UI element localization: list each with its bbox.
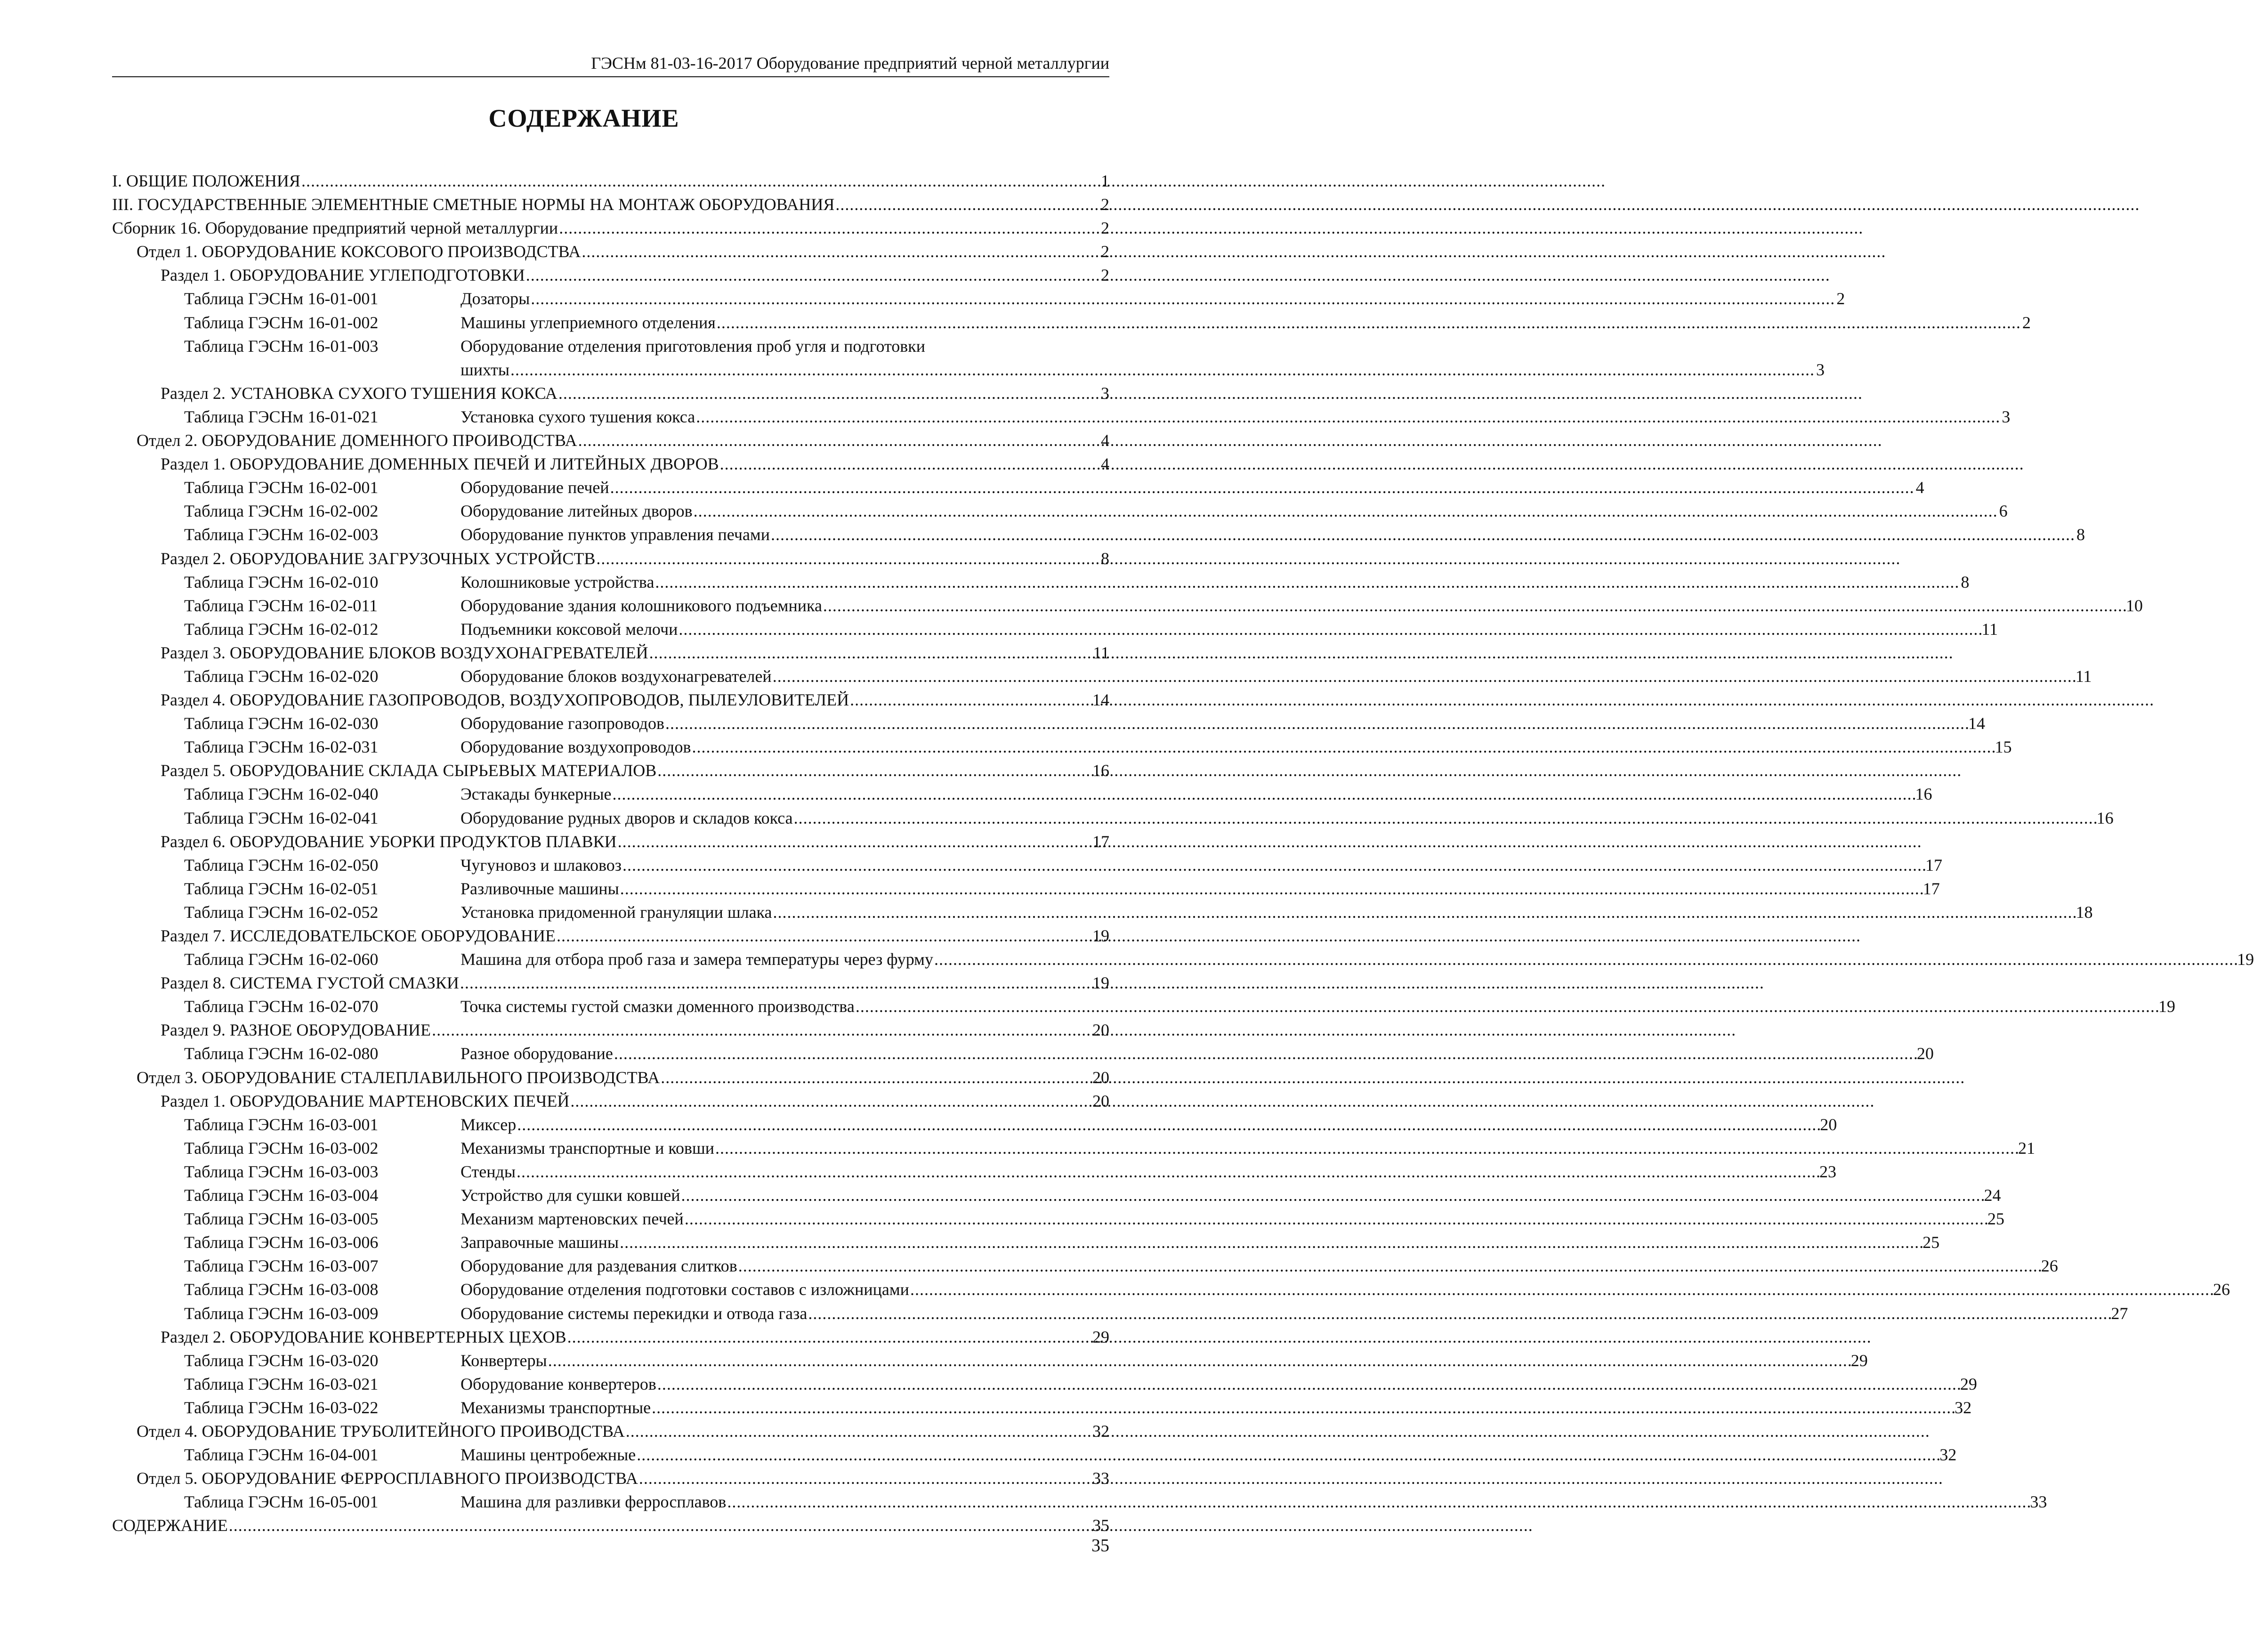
toc-table-code: Таблица ГЭСНм 16-03-004 bbox=[184, 1186, 379, 1205]
toc-entry-title: Раздел 6. ОБОРУДОВАНИЕ УБОРКИ ПРОДУКТОВ ПЛАВКИ bbox=[161, 832, 617, 851]
toc-page-number: 3 bbox=[2002, 407, 2011, 426]
toc-entry-title: Оборудование литейных дворов bbox=[460, 502, 693, 521]
toc-page-number: 16 bbox=[1915, 785, 1932, 804]
toc-entry[interactable] bbox=[112, 664, 2092, 688]
dot-leader bbox=[618, 830, 1091, 853]
toc-entry-title: Раздел 2. ОБОРУДОВАНИЕ КОНВЕРТЕРНЫХ ЦЕХОВ bbox=[161, 1327, 566, 1346]
toc-entry-title: Оборудование отделения приготовления проб угля и подготовки bbox=[460, 336, 926, 356]
toc-table-code: Таблица ГЭСНм 16-02-031 bbox=[184, 737, 379, 757]
toc-page-number: 17 bbox=[1923, 879, 1940, 898]
toc-table-code: Таблица ГЭСНм 16-02-020 bbox=[184, 666, 379, 686]
toc-entry-title: Оборудование конвертеров bbox=[460, 1374, 656, 1393]
toc-entry[interactable] bbox=[112, 759, 1109, 782]
toc-page-number: 19 bbox=[2237, 950, 2254, 969]
dot-leader bbox=[738, 1254, 2040, 1278]
toc-page-number: 32 bbox=[1939, 1445, 1957, 1465]
toc-entry[interactable] bbox=[112, 995, 2175, 1018]
dot-leader bbox=[639, 1466, 1091, 1490]
toc-entry[interactable] bbox=[112, 1302, 2128, 1325]
toc-page-number: 4 bbox=[1101, 431, 1109, 450]
toc-page-number: 29 bbox=[1850, 1351, 1868, 1370]
toc-table-code: Таблица ГЭСНм 16-02-002 bbox=[184, 502, 379, 521]
dot-leader bbox=[596, 547, 1097, 570]
toc-page-number: 11 bbox=[1093, 643, 1109, 662]
toc-entry[interactable] bbox=[112, 1372, 1977, 1396]
toc-page-number: 24 bbox=[1984, 1186, 2001, 1205]
toc-page-number: 2 bbox=[1101, 195, 1109, 214]
toc-entry-title: Оборудование отделения подготовки составов с изложницами bbox=[460, 1280, 909, 1299]
toc-entry-title: Раздел 1. ОБОРУДОВАНИЕ ДОМЕННЫХ ПЕЧЕЙ И ЛИТЕЙНЫХ ДВОРОВ bbox=[161, 454, 719, 474]
toc-page-number: 29 bbox=[1092, 1327, 1109, 1346]
toc-entry-title: Установка сухого тушения кокса bbox=[460, 407, 695, 426]
toc-table-code: Таблица ГЭСНм 16-03-021 bbox=[184, 1374, 379, 1393]
toc-entry[interactable] bbox=[112, 240, 1109, 263]
toc-table-code: Таблица ГЭСНм 16-02-011 bbox=[184, 596, 378, 615]
dot-leader bbox=[557, 924, 1091, 947]
toc-page-number: 16 bbox=[2096, 808, 2114, 827]
toc-entry[interactable] bbox=[112, 570, 1970, 594]
toc-table-code: Таблица ГЭСНм 16-03-009 bbox=[184, 1304, 379, 1323]
toc-entry-title: Машины углеприемного отделения bbox=[460, 313, 716, 332]
toc-table-code: Таблица ГЭСНм 16-03-003 bbox=[184, 1162, 379, 1181]
dot-leader bbox=[570, 1089, 1091, 1113]
toc-entry[interactable] bbox=[112, 1443, 1957, 1466]
toc-table-code: Таблица ГЭСНм 16-05-001 bbox=[184, 1492, 379, 1512]
toc-page-number: 29 bbox=[1960, 1374, 1977, 1393]
page-number: 35 bbox=[1091, 1536, 1109, 1555]
dot-leader bbox=[657, 759, 1091, 782]
toc-entry[interactable] bbox=[112, 1089, 1109, 1113]
toc-entry[interactable] bbox=[112, 1254, 2058, 1278]
page-title: СОДЕРЖАНИЕ bbox=[488, 104, 679, 132]
toc-entry[interactable] bbox=[112, 1160, 1837, 1183]
dot-leader bbox=[679, 617, 1980, 641]
toc-entry-title: Оборудование печей bbox=[460, 478, 609, 497]
toc-entry[interactable] bbox=[112, 1231, 1940, 1254]
toc-table-code: Таблица ГЭСНм 16-03-022 bbox=[184, 1398, 379, 1417]
toc-entry[interactable] bbox=[112, 311, 2031, 334]
toc-entry[interactable] bbox=[112, 712, 1985, 735]
dot-leader bbox=[578, 429, 1097, 452]
dot-leader bbox=[823, 594, 2125, 617]
toc-entry-title: Раздел 4. ОБОРУДОВАНИЕ ГАЗОПРОВОДОВ, ВОЗДУХОПРОВОДОВ, ПЫЛЕУЛОВИТЕЛЕЙ bbox=[161, 690, 849, 710]
toc-entry-title: Разное оборудование bbox=[460, 1044, 613, 1063]
toc-page-number: 19 bbox=[2158, 997, 2175, 1016]
toc-page-number: 32 bbox=[1955, 1398, 1972, 1417]
dot-leader bbox=[910, 1278, 2212, 1301]
toc-page-number: 4 bbox=[1101, 454, 1109, 474]
toc-entry[interactable] bbox=[112, 782, 1932, 806]
toc-entry[interactable] bbox=[112, 1490, 2047, 1514]
toc-page-number: 8 bbox=[2076, 525, 2085, 544]
toc-entry-title: Оборудование здания колошникового подъемника bbox=[460, 596, 822, 615]
toc-page-number: 23 bbox=[1819, 1162, 1837, 1181]
toc-page-number: 32 bbox=[1092, 1421, 1109, 1441]
toc-entry[interactable] bbox=[112, 924, 1109, 947]
dot-leader bbox=[531, 287, 1833, 310]
dot-leader bbox=[517, 1160, 1818, 1183]
toc-page-number: 26 bbox=[2041, 1256, 2058, 1276]
toc-table-code: Таблица ГЭСНм 16-01-003 bbox=[184, 336, 379, 356]
toc-entry-title: Оборудование газопроводов bbox=[460, 714, 664, 733]
dot-leader bbox=[567, 1325, 1091, 1349]
toc-table-code: Таблица ГЭСНм 16-01-002 bbox=[184, 313, 379, 332]
toc-page-number: 8 bbox=[1101, 549, 1109, 568]
toc-entry-title: Механизм мартеновских печей bbox=[460, 1209, 684, 1229]
toc-table-code: Таблица ГЭСНм 16-03-007 bbox=[184, 1256, 379, 1276]
toc-page-number: 2 bbox=[2022, 313, 2031, 332]
toc-entry[interactable] bbox=[112, 193, 1109, 216]
dot-leader bbox=[794, 806, 2096, 830]
toc-page-number: 21 bbox=[2018, 1138, 2036, 1158]
dot-leader bbox=[934, 947, 2236, 971]
toc-page-number: 11 bbox=[2075, 666, 2092, 686]
toc-table-code: Таблица ГЭСНм 16-02-001 bbox=[184, 478, 379, 497]
dot-leader bbox=[637, 1443, 1939, 1466]
dot-leader bbox=[681, 1183, 1983, 1207]
toc-entry[interactable] bbox=[112, 594, 2143, 617]
toc-entry[interactable] bbox=[112, 971, 1109, 995]
toc-page-number: 4 bbox=[1915, 478, 1924, 497]
toc-page-number: 6 bbox=[1999, 502, 2008, 521]
toc-entry-title: Точка системы густой смазки доменного производства bbox=[460, 997, 855, 1016]
toc-page-number: 1 bbox=[1101, 171, 1109, 190]
toc-entry[interactable] bbox=[112, 263, 1109, 287]
toc-entry-title: СОДЕРЖАНИЕ bbox=[112, 1516, 228, 1535]
toc-entry[interactable] bbox=[112, 1113, 1837, 1136]
toc-entry[interactable] bbox=[112, 499, 2008, 523]
toc-entry-title: Механизмы транспортные bbox=[460, 1398, 651, 1417]
toc-entry[interactable] bbox=[112, 1419, 1109, 1443]
toc-page-number: 11 bbox=[1981, 619, 1998, 639]
dot-leader bbox=[773, 664, 2075, 688]
toc-table-code: Таблица ГЭСНм 16-01-001 bbox=[184, 289, 379, 308]
toc-entry[interactable] bbox=[112, 287, 1845, 310]
toc-entry[interactable] bbox=[112, 877, 1940, 900]
toc-page-number: 26 bbox=[2213, 1280, 2230, 1299]
table-of-contents bbox=[112, 169, 2254, 1537]
toc-entry-title: Отдел 2. ОБОРУДОВАНИЕ ДОМЕННОГО ПРОИВОДСТВА bbox=[137, 431, 577, 450]
toc-page-number: 3 bbox=[1101, 383, 1109, 403]
dot-leader bbox=[517, 1113, 1819, 1136]
toc-page-number: 27 bbox=[2111, 1304, 2128, 1323]
toc-page-number: 2 bbox=[1836, 289, 1845, 308]
toc-page-number: 35 bbox=[1092, 1516, 1109, 1535]
toc-entry-title: Раздел 1. ОБОРУДОВАНИЕ УГЛЕПОДГОТОВКИ bbox=[161, 266, 525, 285]
toc-page-number: 20 bbox=[1092, 1020, 1109, 1040]
toc-entry-title: Сборник 16. Оборудование предприятий черной металлургии bbox=[112, 219, 558, 238]
toc-page-number: 33 bbox=[2030, 1492, 2047, 1512]
toc-entry[interactable] bbox=[112, 1325, 1109, 1349]
dot-leader bbox=[773, 900, 2075, 924]
toc-entry-title: Машина для отбора проб газа и замера температуры через фурму bbox=[460, 950, 933, 969]
toc-table-code: Таблица ГЭСНм 16-03-008 bbox=[184, 1280, 379, 1299]
dot-leader bbox=[715, 1136, 2017, 1160]
toc-page-number: 14 bbox=[1968, 714, 1985, 733]
toc-entry[interactable] bbox=[112, 617, 1998, 641]
toc-entry[interactable] bbox=[112, 1183, 2001, 1207]
toc-entry-title: Раздел 2. УСТАНОВКА СУХОГО ТУШЕНИЯ КОКСА bbox=[161, 383, 557, 403]
toc-entry-title: Конвертеры bbox=[460, 1351, 547, 1370]
toc-entry[interactable] bbox=[112, 641, 1109, 664]
toc-entry-title: Механизмы транспортные и ковши bbox=[460, 1138, 715, 1158]
toc-entry-title: Отдел 4. ОБОРУДОВАНИЕ ТРУБОЛИТЕЙНОГО ПРОИВОДСТВА bbox=[137, 1421, 625, 1441]
toc-page-number: 19 bbox=[1092, 926, 1109, 945]
toc-entry-title: Установка придоменной грануляции шлака bbox=[460, 902, 772, 922]
dot-leader bbox=[692, 735, 1994, 759]
dot-leader bbox=[626, 1419, 1091, 1443]
toc-entry[interactable] bbox=[112, 1278, 2230, 1301]
toc-entry-title: Стенды bbox=[460, 1162, 516, 1181]
toc-entry-title: Оборудование рудных дворов и складов кокса bbox=[460, 808, 793, 827]
dot-leader bbox=[661, 1066, 1091, 1089]
toc-entry-title: I. ОБЩИЕ ПОЛОЖЕНИЯ bbox=[112, 171, 300, 190]
toc-entry-title: Машины центробежные bbox=[460, 1445, 636, 1465]
toc-entry[interactable] bbox=[112, 1207, 2004, 1231]
toc-entry[interactable] bbox=[112, 523, 2085, 546]
toc-table-code: Таблица ГЭСНм 16-04-001 bbox=[184, 1445, 379, 1465]
dot-leader bbox=[460, 971, 1091, 995]
toc-page-number: 20 bbox=[1092, 1091, 1109, 1110]
toc-entry[interactable] bbox=[112, 735, 2012, 759]
toc-entry-title: Раздел 9. РАЗНОЕ ОБОРУДОВАНИЕ bbox=[161, 1020, 431, 1040]
toc-page-number: 18 bbox=[2076, 902, 2093, 922]
toc-entry-title: Раздел 3. ОБОРУДОВАНИЕ БЛОКОВ ВОЗДУХОНАГРЕВАТЕЛЕЙ bbox=[161, 643, 648, 662]
toc-entry-title: Оборудование воздухопроводов bbox=[460, 737, 691, 757]
dot-leader bbox=[620, 1231, 1922, 1254]
toc-table-code: Таблица ГЭСНм 16-02-050 bbox=[184, 855, 379, 875]
dot-leader bbox=[657, 1372, 1959, 1396]
dot-leader bbox=[614, 1042, 1916, 1065]
toc-entry[interactable] bbox=[112, 547, 1109, 570]
toc-entry-title: Подъемники коксовой мелочи bbox=[460, 619, 678, 639]
dot-leader bbox=[685, 1207, 1987, 1231]
toc-entry[interactable] bbox=[112, 429, 1109, 452]
toc-table-code: Таблица ГЭСНм 16-03-001 bbox=[184, 1115, 379, 1134]
toc-entry[interactable] bbox=[112, 1042, 1934, 1065]
toc-table-code: Таблица ГЭСНм 16-02-012 bbox=[184, 619, 379, 639]
dot-leader bbox=[559, 216, 1097, 240]
toc-page-number: 16 bbox=[1092, 761, 1109, 780]
toc-table-code: Таблица ГЭСНм 16-01-021 bbox=[184, 407, 379, 426]
dot-leader bbox=[301, 169, 1097, 193]
toc-entry-title: Заправочные машины bbox=[460, 1233, 619, 1252]
dot-leader bbox=[229, 1514, 1091, 1537]
toc-entry-title: Раздел 1. ОБОРУДОВАНИЕ МАРТЕНОВСКИХ ПЕЧЕЙ bbox=[161, 1091, 570, 1110]
dot-leader bbox=[652, 1396, 1954, 1419]
dot-leader bbox=[510, 358, 1812, 381]
toc-page-number: 10 bbox=[2125, 596, 2143, 615]
toc-entry-title: Раздел 7. ИССЛЕДОВАТЕЛЬСКОЕ ОБОРУДОВАНИЕ bbox=[161, 926, 556, 945]
toc-entry-title: Раздел 2. ОБОРУДОВАНИЕ ЗАГРУЗОЧНЫХ УСТРОЙСТВ bbox=[161, 549, 596, 568]
toc-table-code: Таблица ГЭСНм 16-02-060 bbox=[184, 950, 379, 969]
toc-page-number: 2 bbox=[1101, 219, 1109, 238]
toc-entry[interactable] bbox=[112, 476, 1924, 499]
toc-entry[interactable] bbox=[112, 169, 1109, 193]
toc-table-code: Таблица ГЭСНм 16-03-020 bbox=[184, 1351, 379, 1370]
toc-entry[interactable] bbox=[112, 900, 2093, 924]
dot-leader bbox=[835, 193, 1097, 216]
toc-page-number: 25 bbox=[1987, 1209, 2004, 1229]
toc-entry[interactable] bbox=[112, 1136, 2036, 1160]
toc-page-number: 19 bbox=[1092, 973, 1109, 993]
toc-entry-title: Машина для разливки ферросплавов bbox=[460, 1492, 727, 1512]
toc-entry[interactable] bbox=[112, 452, 1109, 476]
toc-table-code: Таблица ГЭСНм 16-02-070 bbox=[184, 997, 379, 1016]
toc-entry[interactable] bbox=[112, 1066, 1109, 1089]
toc-entry[interactable] bbox=[112, 334, 1825, 381]
toc-entry-title: Разливочные машины bbox=[460, 879, 619, 898]
toc-table-code: Таблица ГЭСНм 16-02-030 bbox=[184, 714, 379, 733]
toc-table-code: Таблица ГЭСНм 16-02-040 bbox=[184, 785, 379, 804]
toc-page-number: 33 bbox=[1092, 1469, 1109, 1488]
dot-leader bbox=[558, 381, 1097, 405]
toc-page-number: 3 bbox=[1816, 360, 1825, 379]
toc-entry[interactable] bbox=[112, 1349, 1868, 1372]
running-header: ГЭСНм 81-03-16-2017 Оборудование предприятий черной металлургии bbox=[112, 52, 1109, 77]
toc-table-code: Таблица ГЭСНм 16-03-005 bbox=[184, 1209, 379, 1229]
toc-entry-title: Отдел 5. ОБОРУДОВАНИЕ ФЕРРОСПЛАВНОГО ПРОИЗВОДСТВА bbox=[137, 1469, 638, 1488]
toc-entry-title: Оборудование для раздевания слитков bbox=[460, 1256, 737, 1276]
toc-entry-title: Чугуновоз и шлаковоз bbox=[460, 855, 622, 875]
toc-entry[interactable] bbox=[112, 1018, 1109, 1042]
toc-page-number: 8 bbox=[1961, 572, 1970, 591]
dot-leader bbox=[720, 452, 1097, 476]
toc-entry-title: Отдел 3. ОБОРУДОВАНИЕ СТАЛЕПЛАВИЛЬНОГО ПРОИЗВОДСТВА bbox=[137, 1068, 660, 1087]
toc-entry-title: Миксер bbox=[460, 1115, 517, 1134]
toc-entry[interactable] bbox=[112, 1514, 1109, 1537]
toc-table-code: Таблица ГЭСНм 16-02-003 bbox=[184, 525, 379, 544]
toc-table-code: Таблица ГЭСНм 16-02-080 bbox=[184, 1044, 379, 1063]
toc-page-number: 2 bbox=[1101, 266, 1109, 285]
toc-table-code: Таблица ГЭСНм 16-03-002 bbox=[184, 1138, 379, 1158]
dot-leader bbox=[655, 570, 1957, 594]
dot-leader bbox=[649, 641, 1092, 664]
toc-entry[interactable] bbox=[112, 806, 2114, 830]
toc-page-number: 14 bbox=[1092, 690, 1109, 710]
dot-leader bbox=[432, 1018, 1091, 1042]
toc-entry-title: Оборудование блоков воздухонагревателей bbox=[460, 666, 772, 686]
toc-page-number: 17 bbox=[1092, 832, 1109, 851]
toc-table-code: Таблица ГЭСНм 16-03-006 bbox=[184, 1233, 379, 1252]
dot-leader bbox=[622, 853, 1924, 877]
toc-entry-title: Устройство для сушки ковшей bbox=[460, 1186, 680, 1205]
toc-entry[interactable] bbox=[112, 688, 1109, 712]
dot-leader bbox=[850, 688, 1091, 712]
toc-entry[interactable] bbox=[112, 830, 1109, 853]
toc-page-number: 20 bbox=[1916, 1044, 1934, 1063]
toc-page-number: 20 bbox=[1820, 1115, 1837, 1134]
toc-page-number: 15 bbox=[1995, 737, 2012, 757]
dot-leader bbox=[771, 523, 2073, 546]
toc-entry[interactable] bbox=[112, 853, 1942, 877]
dot-leader bbox=[582, 240, 1097, 263]
toc-page-number: 2 bbox=[1101, 242, 1109, 261]
toc-page-number: 17 bbox=[1925, 855, 1942, 875]
toc-entry[interactable] bbox=[112, 381, 1109, 405]
toc-page-number: 20 bbox=[1092, 1068, 1109, 1087]
toc-entry-title: Оборудование системы перекидки и отвода газа bbox=[460, 1304, 808, 1323]
toc-table-code: Таблица ГЭСНм 16-02-051 bbox=[184, 879, 379, 898]
toc-entry-title: Эстакады бункерные bbox=[460, 785, 612, 804]
toc-table-code: Таблица ГЭСНм 16-02-041 bbox=[184, 808, 379, 827]
toc-table-code: Таблица ГЭСНм 16-02-052 bbox=[184, 902, 379, 922]
toc-table-code: Таблица ГЭСНм 16-02-010 bbox=[184, 572, 379, 591]
toc-entry[interactable] bbox=[112, 216, 1109, 240]
toc-entry[interactable] bbox=[112, 405, 2011, 429]
dot-leader bbox=[727, 1490, 2029, 1514]
toc-entry-title: Дозаторы bbox=[460, 289, 530, 308]
dot-leader bbox=[694, 499, 1995, 523]
toc-entry-title: Раздел 8. СИСТЕМА ГУСТОЙ СМАЗКИ bbox=[161, 973, 459, 993]
dot-leader bbox=[696, 405, 1998, 429]
dot-leader bbox=[620, 877, 1922, 900]
toc-entry-title-continued: шихты bbox=[460, 360, 510, 379]
dot-leader bbox=[548, 1349, 1850, 1372]
toc-entry-title: Раздел 5. ОБОРУДОВАНИЕ СКЛАДА СЫРЬЕВЫХ МАТЕРИАЛОВ bbox=[161, 761, 657, 780]
toc-entry-title: Оборудование пунктов управления печами bbox=[460, 525, 770, 544]
dot-leader bbox=[717, 311, 2019, 334]
toc-entry-title: Отдел 1. ОБОРУДОВАНИЕ КОКСОВОГО ПРОИЗВОДСТВА bbox=[137, 242, 581, 261]
toc-entry-title: III. ГОСУДАРСТВЕННЫЕ ЭЛЕМЕНТНЫЕ СМЕТНЫЕ НОРМЫ НА МОНТАЖ ОБОРУДОВАНИЯ bbox=[112, 195, 835, 214]
toc-entry[interactable] bbox=[112, 947, 2254, 971]
dot-leader bbox=[610, 476, 1912, 499]
toc-entry[interactable] bbox=[112, 1396, 1972, 1419]
toc-page-number: 25 bbox=[1923, 1233, 1940, 1252]
dot-leader bbox=[808, 1302, 2110, 1325]
toc-entry[interactable] bbox=[112, 1466, 1109, 1490]
dot-leader bbox=[526, 263, 1097, 287]
dot-leader bbox=[665, 712, 1967, 735]
dot-leader bbox=[856, 995, 2157, 1018]
dot-leader bbox=[613, 782, 1915, 806]
toc-entry-title: Колошниковые устройства bbox=[460, 572, 654, 591]
